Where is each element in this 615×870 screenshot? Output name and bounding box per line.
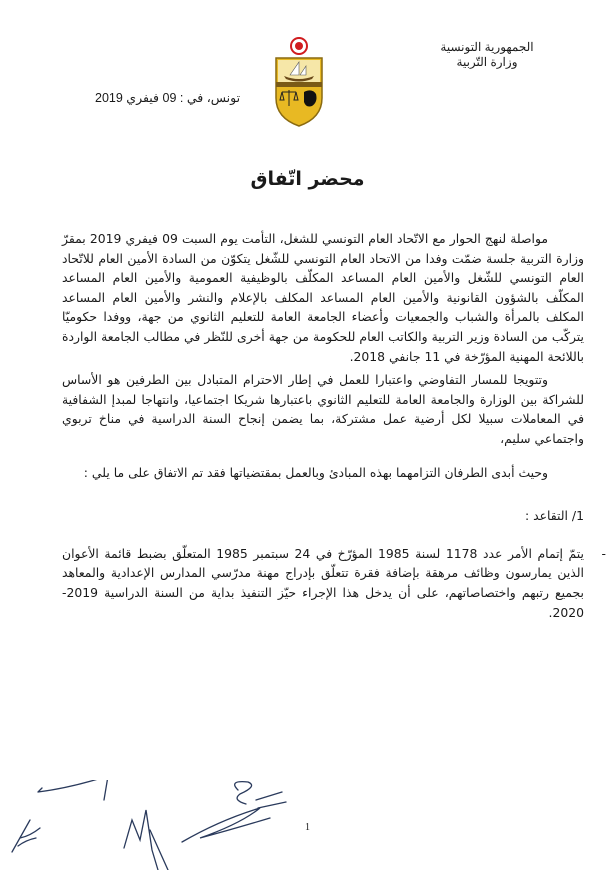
signature-2 [12,820,40,852]
paragraph: وحيث أبدى الطرفان التزامهما بهذه المبادئ وبالعمل بمقتضياتها فقد تم الاتفاق على ما يلي : [83,464,548,480]
document-title: محضر اتّفاق [250,168,365,190]
bullet-marker: - [601,545,606,561]
list-item [62,544,606,622]
document-body [62,229,606,622]
signature-1 [38,780,108,800]
letterhead [417,40,557,70]
republic-name: الجمهورية التونسية [440,40,534,54]
document-date: تونس، في : 09 فيفري 2019 [95,91,241,105]
list-item-text: يتمّ إتمام الأمر عدد 1178 لسنة 1985 المؤرّخ في 24 سبتمبر 1985 المتعلّق بضبط قائمة الأعوان الذين يمارسون وظائف مرهقة بإضافة فقرة تتعلّق بإدراج مهنة مدرّسي المدارس الإعدادية والمعاهد بجميع رتبهم واختصاصاتهم، على أن يدخل هذا الإجراء حيّز التنفيذ بداية من السنة الدراسية 2019-2020. [62,545,584,620]
section-heading: 1/ التقاعد : [524,508,584,524]
paragraph: وتتويجا للمسار التفاوضي واعتبارا للعمل في إطار الاحترام المتبادل بين الطرفين هو الأساس للشراكة بين الوزارة والجامعة العامة للتعليم الثانوي باعتبارها شريكا اجتماعيا، وانتهاجا لمبدإ الشفافية في المعاملات سبيلا لكل أرضية عمل مشتركة، بما يضمن إنجاح السنة الدراسية في مناخ تربوي واجتماعي سليم، [62,372,584,446]
paragraph: مواصلة لنهج الحوار مع الاتّحاد العام التونسي للشغل، التأمت يوم السبت 09 فيفري 2019 بمقرّ وزارة التربية جلسة ضمّت وفدا من الاتحاد العام التونسي للشّغل يتكوّن من السادة الأمين العام للاتّحاد العام التونسي للشّغل والأمين العام المساعد المكلّف بالوظيفية العمومية والأمين العام المساعد المكلّف بالشؤون القانونية والأمين العام المساعد المكلف بالإعلام والنشر والأمين العام المساعد المكلف بالمرأة والشباب والجمعيات وأعضاء الجامعة العامة للتعليم الثانوي من جهة، ووفدا حكوميّا يتركّب من السادة وزير التربية والكاتب العام للحكومة من جهة أخرى للنّظر في مطالب الجامعة الواردة باللائحة المهنية المؤرّخة في 11 جانفي 2018. [62,231,584,364]
page-number: 1 [305,822,310,833]
signature-4 [182,782,286,842]
signature-3 [124,810,168,870]
ministry-name: وزارة التّربية [456,55,518,69]
tunisia-coat-of-arms-icon [268,36,330,128]
signatures-image [0,780,320,870]
